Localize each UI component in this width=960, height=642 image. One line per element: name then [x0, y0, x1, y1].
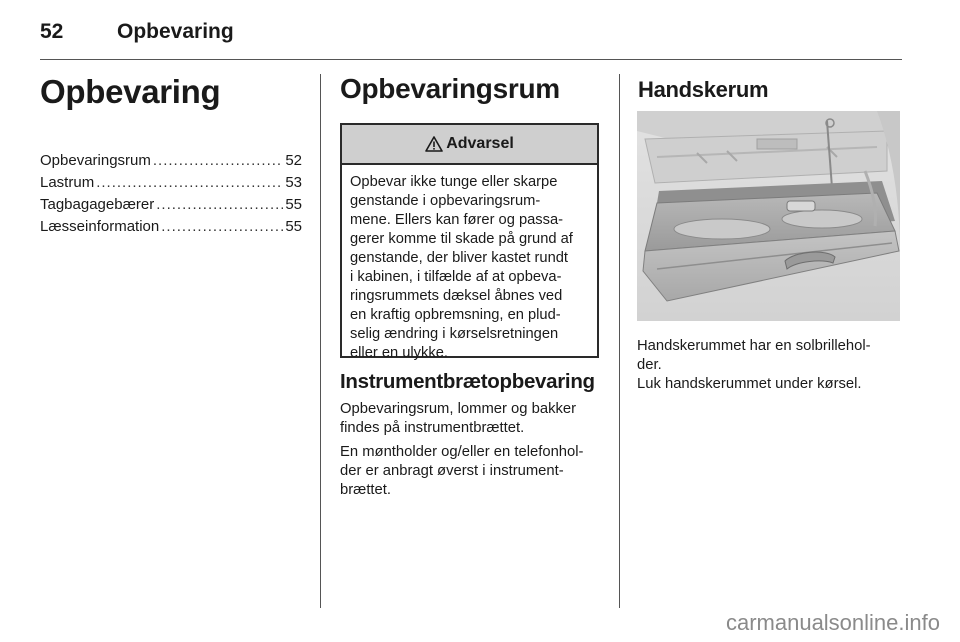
toc-entry-page: 55: [285, 218, 302, 235]
warning-line: ringsrummets dæksel åbnes ved: [350, 288, 563, 304]
warning-line: mene. Ellers kan fører og passa-: [350, 212, 564, 228]
warning-text: [342, 165, 597, 363]
warning-line: eller en ulykke.: [350, 345, 448, 361]
warning-line: selig ændring i kørselsretningen: [350, 326, 559, 342]
watermark: carmanualsonline.info: [725, 610, 940, 635]
toc-entry-label: Opbevaringsrum: [40, 152, 151, 169]
warning-line: Opbevar ikke tunge eller skarpe: [350, 174, 558, 190]
warning-line: i kabinen, i tilfælde af at opbeva-: [350, 269, 562, 285]
text-line: Luk handskerummet under kørsel.: [637, 376, 862, 392]
text-line: findes på instrumentbrættet.: [340, 420, 525, 436]
page-number: 52: [40, 20, 64, 43]
toc-leader-dots: [153, 150, 283, 172]
toc-leader-dots: [96, 172, 283, 194]
toc-entry[interactable]: [40, 216, 302, 238]
warning-line: genstande i opbevaringsrum-: [350, 193, 541, 209]
text-line: En møntholder og/eller en telefonhol-: [340, 444, 584, 460]
warning-triangle-icon: [425, 136, 443, 152]
subsection-title-dashboard-storage: Instrumentbrætopbevaring: [340, 370, 595, 393]
toc-entry-label: Læsseinformation: [40, 218, 160, 235]
text-line: der er anbragt øverst i instrument-: [340, 463, 564, 479]
glovebox-illustration: [637, 111, 900, 321]
warning-line: en kraftig opbremsning, en plud-: [350, 307, 561, 323]
text-line: Opbevaringsrum, lommer og bakker: [340, 401, 577, 417]
warning-line: gerer komme til skade på grund af: [350, 231, 573, 247]
toc-entry-label: Tagbagagebærer: [40, 196, 155, 213]
header-divider: [40, 59, 902, 60]
warning-header: [342, 125, 597, 165]
paragraph-dashboard-storage: [340, 400, 602, 438]
toc-entry-page: 53: [285, 174, 302, 191]
column-divider-1: [320, 74, 321, 608]
text-line: der.: [637, 357, 662, 373]
table-of-contents: [40, 150, 302, 238]
toc-leader-dots: [156, 194, 283, 216]
paragraph-coin-holder: [340, 443, 605, 500]
column-divider-2: [619, 74, 620, 608]
warning-heading: Advarsel: [446, 135, 514, 152]
section-title-storage: Opbevaringsrum: [340, 73, 560, 104]
toc-entry[interactable]: [40, 172, 302, 194]
warning-box: [340, 123, 599, 361]
chapter-title: Opbevaring: [40, 73, 221, 110]
toc-entry-label: Lastrum: [40, 174, 95, 191]
paragraph-close-glovebox: [637, 375, 902, 394]
text-line: Handskerummet har en solbrillehol-: [637, 338, 871, 354]
toc-entry[interactable]: [40, 150, 302, 172]
paragraph-sunglasses-holder: [637, 337, 902, 375]
text-line: brættet.: [340, 482, 391, 498]
toc-entry-page: 55: [285, 196, 302, 213]
glovebox-drawing: [637, 111, 900, 321]
toc-entry-page: 52: [285, 152, 302, 169]
toc-entry[interactable]: [40, 194, 302, 216]
section-title-glovebox: Handskerum: [638, 77, 769, 102]
running-header-title: Opbevaring: [117, 20, 234, 43]
toc-leader-dots: [161, 216, 283, 238]
warning-line: genstande, der bliver kastet rundt: [350, 250, 568, 266]
